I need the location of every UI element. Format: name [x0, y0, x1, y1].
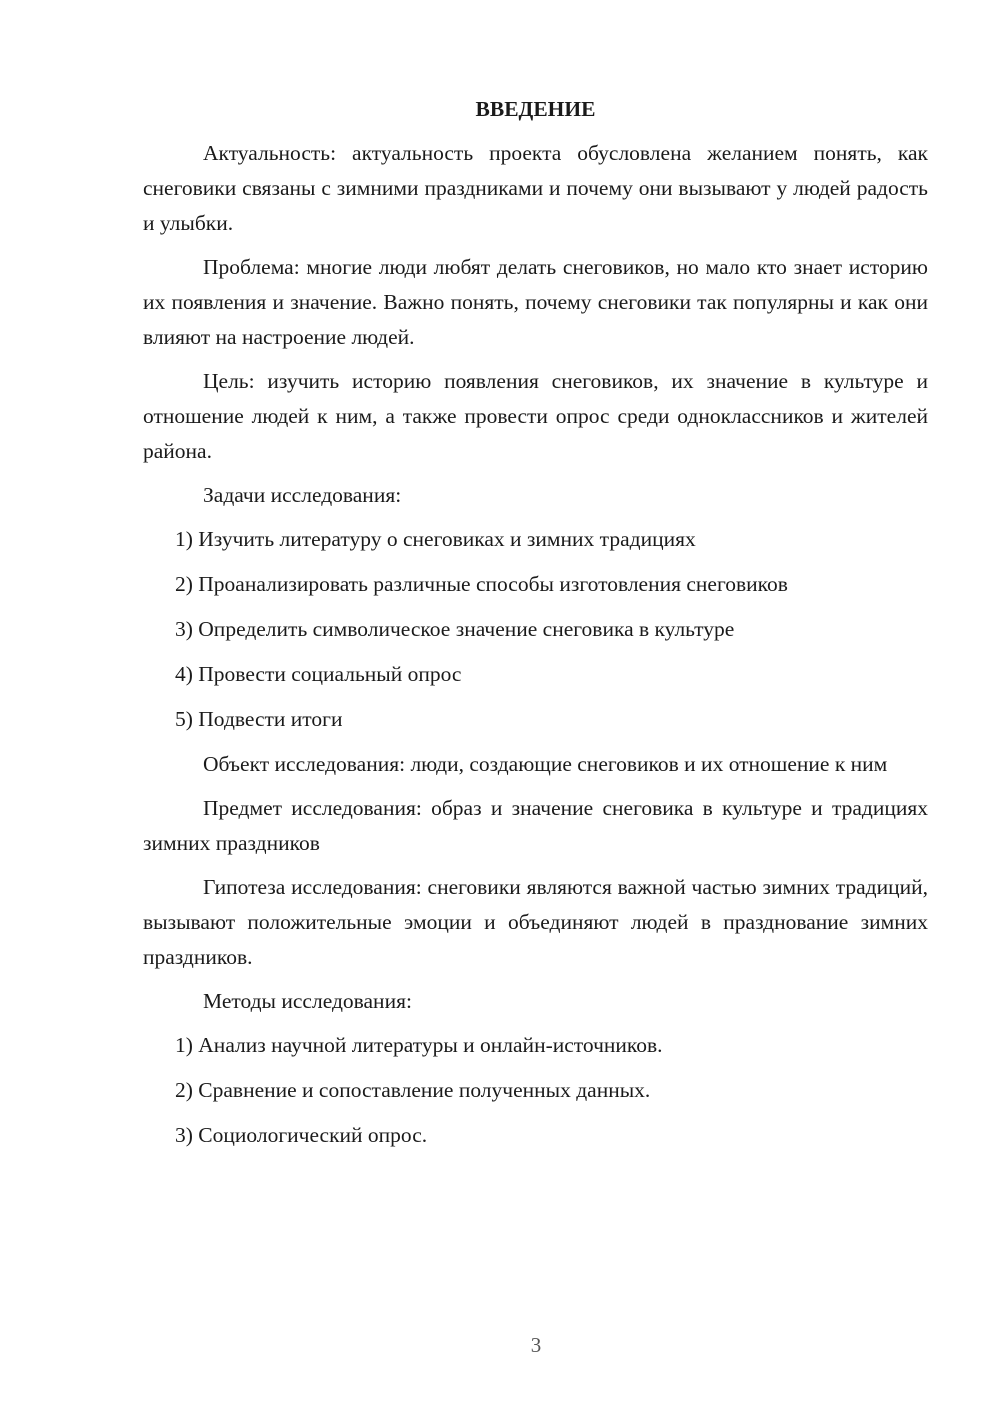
- list-item: 1) Анализ научной литературы и онлайн-источников.: [175, 1033, 663, 1057]
- list-item: 5) Подвести итоги: [175, 707, 343, 731]
- hypothesis-paragraph: Гипотеза исследования: снеговики являются важной частью зимних традиций, вызывают положительные эмоции и объединяют людей в празднование зимних праздников.: [143, 875, 928, 969]
- page-number: 3: [530, 1333, 542, 1357]
- goal-paragraph: Цель: изучить историю появления снеговиков, их значение в культуре и отношение людей к ним, а также провести опрос среди одноклассников и жителей района.: [143, 369, 928, 463]
- list-item: 3) Определить символическое значение снеговика в культуре: [175, 617, 735, 641]
- methods-heading: Методы исследования:: [203, 989, 412, 1013]
- list-item: 3) Социологический опрос.: [175, 1123, 428, 1147]
- tasks-heading: Задачи исследования:: [203, 483, 402, 507]
- methods-list: [143, 1028, 928, 1153]
- list-item: 1) Изучить литературу о снеговиках и зимних традициях: [175, 527, 696, 551]
- list-item: 4) Провести социальный опрос: [175, 662, 462, 686]
- tasks-list: [143, 522, 928, 737]
- problem-paragraph: Проблема: многие люди любят делать снеговиков, но мало кто знает историю их появления и значение. Важно понять, почему снеговики так популярны и как они влияют на настроение людей.: [143, 255, 928, 349]
- list-item: 2) Проанализировать различные способы изготовления снеговиков: [175, 572, 788, 596]
- subject-paragraph: Предмет исследования: образ и значение снеговика в культуре и традициях зимних праздников: [143, 796, 928, 855]
- document-page: [143, 92, 928, 1163]
- list-item: 2) Сравнение и сопоставление полученных данных.: [175, 1078, 651, 1102]
- relevance-paragraph: Актуальность: актуальность проекта обусловлена желанием понять, как снеговики связаны с зимними праздниками и почему они вызывают у людей радость и улыбки.: [143, 141, 928, 235]
- document-title: ВВЕДЕНИЕ: [475, 97, 596, 121]
- object-paragraph: Объект исследования: люди, создающие снеговиков и их отношение к ним: [203, 752, 888, 776]
